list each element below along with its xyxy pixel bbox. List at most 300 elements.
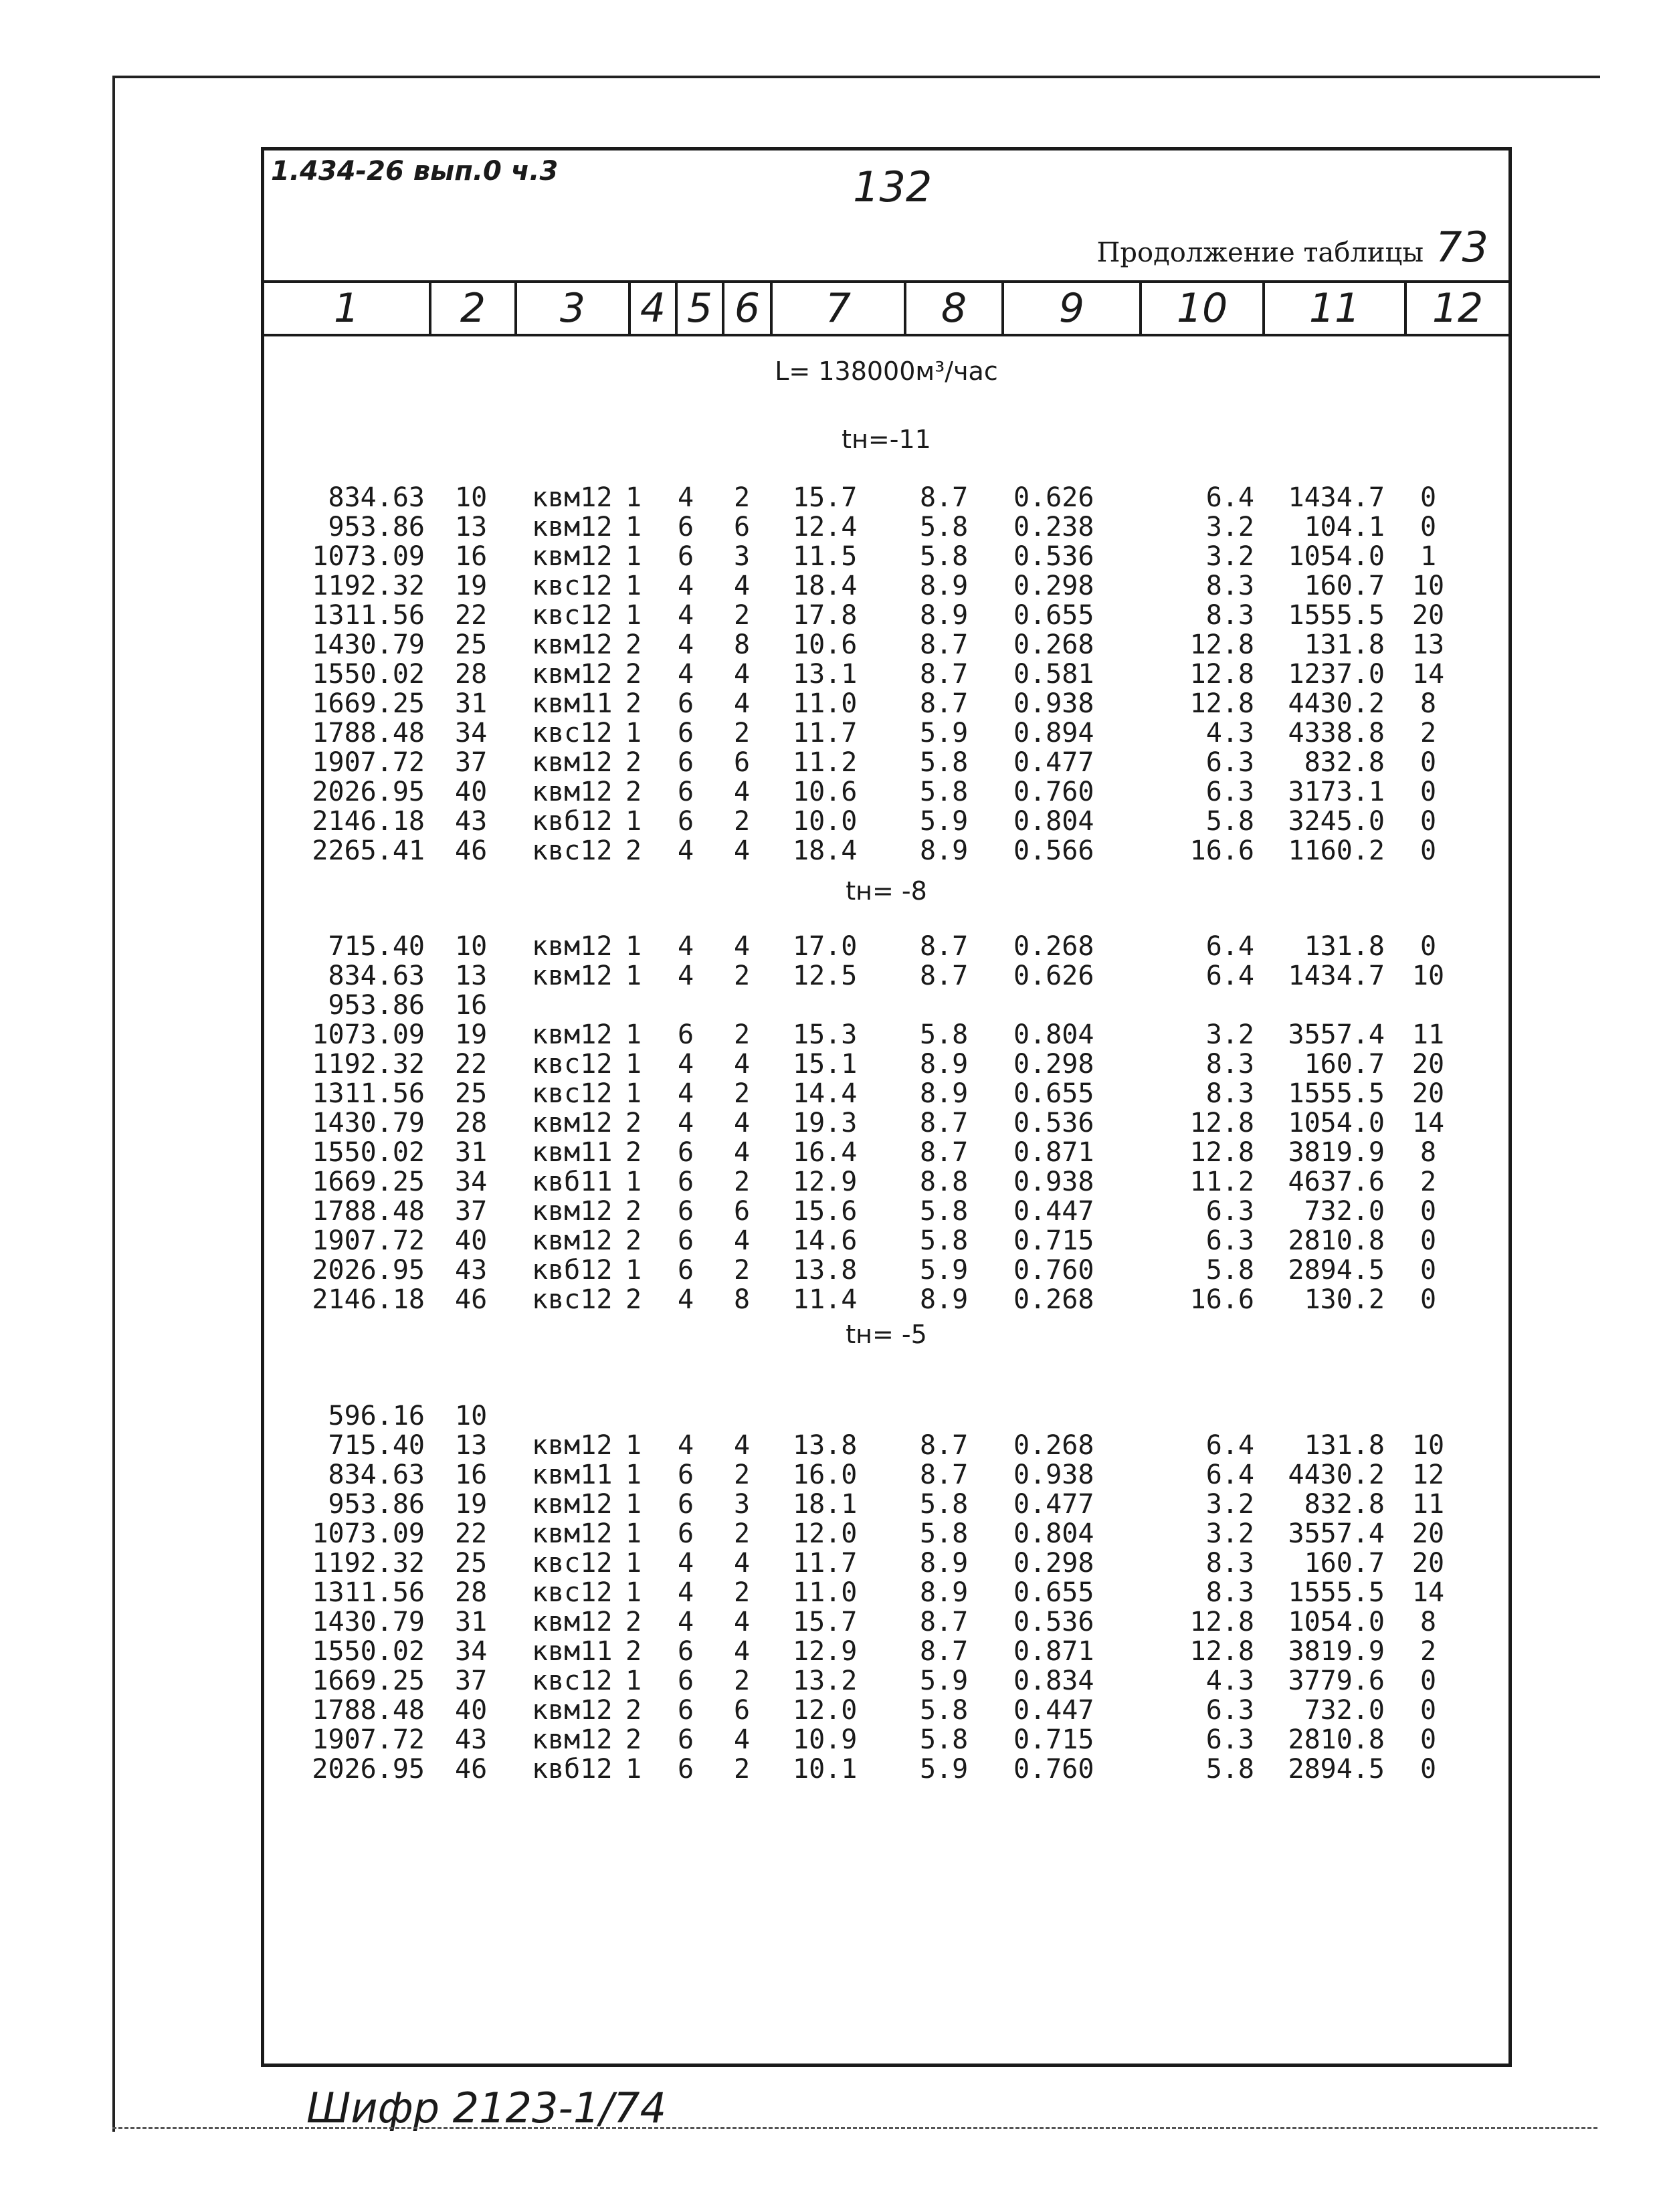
table-cell: 6 (678, 512, 694, 542)
table-cell: 1073.09 (312, 1019, 425, 1050)
table-cell: 1434.7 (1288, 961, 1385, 991)
table-cell: квм12 (532, 1607, 613, 1637)
table-cell: 2 (625, 629, 642, 660)
table-cell: 17.8 (793, 600, 858, 631)
table-cell: 2 (734, 1518, 751, 1549)
table-cell: 131.8 (1304, 931, 1385, 962)
table-row (264, 1226, 1508, 1255)
table-cell: 4 (678, 1430, 694, 1461)
table-cell: 1434.7 (1288, 482, 1385, 513)
table-cell: 0.566 (1013, 835, 1094, 866)
table-cell: 131.8 (1304, 1430, 1385, 1461)
table-cell: 130.2 (1304, 1284, 1385, 1315)
table-cell: 4 (734, 571, 751, 601)
table-cell: 16.4 (793, 1137, 858, 1168)
table-cell: 6 (678, 1460, 694, 1490)
table-cell: 12.0 (793, 1518, 858, 1549)
table-cell: 953.86 (328, 990, 425, 1021)
table-cell: 4 (678, 1284, 694, 1315)
table-cell: квм12 (532, 1108, 613, 1138)
table-cell: 4 (678, 1548, 694, 1579)
table-cell: 6.4 (1205, 961, 1254, 991)
table-cell: 1430.79 (312, 1607, 425, 1637)
table-cell: 2 (625, 688, 642, 719)
table-cell: квм12 (532, 482, 613, 513)
section-title: tн= -8 (846, 876, 927, 906)
table-cell: 715.40 (328, 1430, 425, 1461)
table-row (264, 991, 1508, 1020)
table-cell: 10.0 (793, 806, 858, 837)
table-cell: квм11 (532, 1137, 613, 1168)
table-cell: 6.4 (1205, 482, 1254, 513)
table-cell: 3.2 (1205, 1489, 1254, 1520)
table-cell: 5.8 (920, 512, 969, 542)
column-header: 7 (773, 283, 906, 334)
table-cell: 160.7 (1304, 571, 1385, 601)
table-cell: 4 (734, 1430, 751, 1461)
table-cell: 3779.6 (1288, 1666, 1385, 1696)
table-cell: 0.760 (1013, 1255, 1094, 1286)
table-cell: 2 (625, 835, 642, 866)
table-cell: 1669.25 (312, 1167, 425, 1197)
table-cell: 13 (455, 961, 488, 991)
bottom-rule (112, 2127, 1597, 2129)
column-header: 4 (631, 283, 678, 334)
table-cell: 12.5 (793, 961, 858, 991)
table-cell: 2 (625, 1196, 642, 1227)
table-cell: 0.804 (1013, 806, 1094, 837)
table-cell: 4 (678, 659, 694, 690)
table-cell: 6 (678, 1636, 694, 1667)
table-cell: 0 (1420, 777, 1437, 807)
table-cell: 1192.32 (312, 571, 425, 601)
table-cell: 4 (734, 1049, 751, 1080)
table-cell: 5.8 (920, 1724, 969, 1755)
table-cell: 8.9 (920, 600, 969, 631)
table-row (264, 1401, 1508, 1431)
table-cell: 1073.09 (312, 541, 425, 572)
table-cell: 2 (734, 806, 751, 837)
table-cell: 4 (678, 600, 694, 631)
table-cell: 0.871 (1013, 1636, 1094, 1667)
table-cell: 6.3 (1205, 1695, 1254, 1726)
table-cell: 4 (734, 1548, 751, 1579)
table-cell: 1 (625, 1754, 642, 1785)
table-row (264, 748, 1508, 777)
table-cell: 1 (625, 1518, 642, 1549)
table-cell: 4 (678, 931, 694, 962)
table-cell: 6 (678, 688, 694, 719)
table-cell: 2810.8 (1288, 1225, 1385, 1256)
table-cell: 16 (455, 1460, 488, 1490)
table-cell: 5.8 (920, 1489, 969, 1520)
table-cell: 0 (1420, 1225, 1437, 1256)
table-cell: 8.3 (1205, 1049, 1254, 1080)
table-cell: 12.8 (1189, 1636, 1254, 1667)
table-cell: 25 (455, 1548, 488, 1579)
table-row (264, 483, 1508, 512)
table-cell: 10 (1411, 961, 1445, 991)
table-cell: 8.9 (920, 835, 969, 866)
table-cell: квм12 (532, 541, 613, 572)
table-cell: 1669.25 (312, 688, 425, 719)
table-cell: 832.8 (1304, 747, 1385, 778)
table-cell: 2 (1420, 718, 1437, 748)
table-cell: 0.477 (1013, 747, 1094, 778)
table-cell: 2 (734, 718, 751, 748)
table-cell: квм12 (532, 512, 613, 542)
table-row (264, 1197, 1508, 1226)
table-cell: 6.4 (1205, 1460, 1254, 1490)
table-row (264, 512, 1508, 542)
table-cell: 2894.5 (1288, 1754, 1385, 1785)
table-cell: 0.536 (1013, 1607, 1094, 1637)
table-cell: 1430.79 (312, 1108, 425, 1138)
table-cell: 4 (678, 629, 694, 660)
table-cell: 1 (625, 1019, 642, 1050)
table-cell: 6 (678, 747, 694, 778)
table-cell: 6 (678, 1196, 694, 1227)
flow-rate-label: L= 138000м³/час (775, 357, 998, 386)
table-cell: 1 (625, 600, 642, 631)
table-cell: квм12 (532, 777, 613, 807)
table-cell: 1430.79 (312, 629, 425, 660)
table-cell: 4.3 (1205, 1666, 1254, 1696)
table-cell: 1311.56 (312, 600, 425, 631)
table-cell: 8.7 (920, 1430, 969, 1461)
table-cell: 1 (625, 1255, 642, 1286)
table-cell: квм12 (532, 1019, 613, 1050)
table-cell: 34 (455, 1636, 488, 1667)
table-cell: 0.298 (1013, 1049, 1094, 1080)
table-cell: 8.7 (920, 629, 969, 660)
table-cell: 4 (678, 1607, 694, 1637)
table-cell: 5.9 (920, 718, 969, 748)
table-cell: 0.477 (1013, 1489, 1094, 1520)
table-row (264, 601, 1508, 630)
column-header: 6 (724, 283, 773, 334)
table-cell: 12.9 (793, 1636, 858, 1667)
table-cell: 0 (1420, 482, 1437, 513)
table-cell: 1 (625, 718, 642, 748)
table-cell: 2 (734, 1460, 751, 1490)
table-cell: 8.9 (920, 1078, 969, 1109)
table-row (264, 1607, 1508, 1637)
table-cell: 6.3 (1205, 1196, 1254, 1227)
table-cell: 0 (1420, 512, 1437, 542)
table-cell: 160.7 (1304, 1548, 1385, 1579)
table-cell: квс12 (532, 600, 613, 631)
table-cell: 43 (455, 1255, 488, 1286)
table-cell: 2265.41 (312, 835, 425, 866)
table-cell: квм11 (532, 688, 613, 719)
table-cell: 20 (1411, 1518, 1445, 1549)
table-cell: 2 (625, 1284, 642, 1315)
table-cell: 1555.5 (1288, 1577, 1385, 1608)
table-cell: 11.7 (793, 718, 858, 748)
table-cell: 11.0 (793, 688, 858, 719)
table-cell: 1311.56 (312, 1577, 425, 1608)
table-cell: 1192.32 (312, 1049, 425, 1080)
table-cell: 10.6 (793, 629, 858, 660)
table-cell: 6 (678, 1167, 694, 1197)
table-cell: 43 (455, 1724, 488, 1755)
table-cell: квс12 (532, 571, 613, 601)
table-cell: 5.8 (1205, 1255, 1254, 1286)
table-cell: 3 (734, 541, 751, 572)
table-cell: 10 (1411, 571, 1445, 601)
table-cell: 25 (455, 629, 488, 660)
table-cell: 4 (678, 1108, 694, 1138)
table-cell: 0.626 (1013, 482, 1094, 513)
table-cell: 11 (1411, 1019, 1445, 1050)
table-cell: 1054.0 (1288, 1108, 1385, 1138)
table-cell: 37 (455, 1196, 488, 1227)
table-row (264, 1079, 1508, 1108)
table-cell: 2 (625, 659, 642, 690)
table-cell: 0.715 (1013, 1225, 1094, 1256)
table-cell: 3557.4 (1288, 1019, 1385, 1050)
table-cell: 17.0 (793, 931, 858, 962)
table-cell: 4 (678, 1049, 694, 1080)
column-header: 3 (517, 283, 631, 334)
table-cell: 0 (1420, 806, 1437, 837)
column-header-row (264, 283, 1508, 336)
column-header: 8 (906, 283, 1004, 334)
table-cell: 20 (1411, 1078, 1445, 1109)
table-cell: 20 (1411, 600, 1445, 631)
table-cell: 2 (734, 1167, 751, 1197)
table-cell: 1 (625, 1577, 642, 1608)
table-cell: 5.9 (920, 1255, 969, 1286)
table-cell: 5.9 (920, 806, 969, 837)
table-cell: 131.8 (1304, 629, 1385, 660)
table-cell: 8.3 (1205, 1577, 1254, 1608)
table-cell: 8.3 (1205, 571, 1254, 601)
table-cell: 0 (1420, 747, 1437, 778)
table-cell: 2 (734, 1078, 751, 1109)
table-cell: 11.0 (793, 1577, 858, 1608)
table-cell: 8.3 (1205, 1078, 1254, 1109)
table-cell: 1 (625, 1666, 642, 1696)
table-cell: 8.9 (920, 1049, 969, 1080)
table-cell: 16 (455, 990, 488, 1021)
table-row (264, 1637, 1508, 1666)
table-cell: 11.2 (793, 747, 858, 778)
table-cell: 4 (734, 1607, 751, 1637)
table-cell: 1 (625, 1078, 642, 1109)
table-cell: 12.0 (793, 1695, 858, 1726)
table-cell: 31 (455, 1607, 488, 1637)
table-cell: 6 (734, 1695, 751, 1726)
continuation-caption (1097, 223, 1488, 272)
table-cell: квм12 (532, 1489, 613, 1520)
table-cell: 832.8 (1304, 1489, 1385, 1520)
table-cell: 0.268 (1013, 1284, 1094, 1315)
table-cell: 0.536 (1013, 1108, 1094, 1138)
table-cell: 34 (455, 1167, 488, 1197)
table-cell: 22 (455, 1518, 488, 1549)
page-number: 132 (853, 163, 933, 211)
table-cell: 19 (455, 1019, 488, 1050)
table-cell: 953.86 (328, 1489, 425, 1520)
table-cell: 1788.48 (312, 1196, 425, 1227)
table-cell: 3.2 (1205, 512, 1254, 542)
table-cell: 13.8 (793, 1430, 858, 1461)
table-cell: квм12 (532, 629, 613, 660)
table-cell: 19 (455, 1489, 488, 1520)
table-cell: 10.6 (793, 777, 858, 807)
table-cell: 8.9 (920, 1284, 969, 1315)
table-cell: 2 (625, 1695, 642, 1726)
table-cell: 1 (625, 571, 642, 601)
table-cell: 0 (1420, 1754, 1437, 1785)
table-cell: 25 (455, 1078, 488, 1109)
table-cell: квс12 (532, 1284, 613, 1315)
table-cell: 2 (734, 1754, 751, 1785)
table-cell: 40 (455, 1225, 488, 1256)
table-cell: 0 (1420, 931, 1437, 962)
table-cell: 8.8 (920, 1167, 969, 1197)
table-cell: 6 (678, 1754, 694, 1785)
table-cell: 6 (678, 718, 694, 748)
table-cell: 13.2 (793, 1666, 858, 1696)
table-cell: 1550.02 (312, 659, 425, 690)
table-row (264, 1049, 1508, 1079)
table-cell: 8 (734, 1284, 751, 1315)
table-cell: 1054.0 (1288, 541, 1385, 572)
corner-note: 1.434-26 вып.0 ч.3 (271, 156, 559, 187)
table-cell: 3557.4 (1288, 1518, 1385, 1549)
table-cell: 46 (455, 1284, 488, 1315)
table-cell: 6 (678, 541, 694, 572)
table-cell: 2 (1420, 1636, 1437, 1667)
table-cell: 8.9 (920, 1548, 969, 1579)
table-cell: квм12 (532, 1196, 613, 1227)
table-cell: 2146.18 (312, 806, 425, 837)
table-row (264, 777, 1508, 807)
table-cell: 1 (625, 1460, 642, 1490)
table-cell: 15.7 (793, 1607, 858, 1637)
table-cell: 12.8 (1189, 1137, 1254, 1168)
table-cell: 6.3 (1205, 747, 1254, 778)
table-cell: 4430.2 (1288, 1460, 1385, 1490)
table-cell: 28 (455, 1108, 488, 1138)
table-cell: квм11 (532, 1636, 613, 1667)
table-cell: 5.8 (920, 1196, 969, 1227)
table-cell: 14.4 (793, 1078, 858, 1109)
table-cell: 715.40 (328, 931, 425, 962)
table-cell: 1 (625, 1430, 642, 1461)
table-cell: 0 (1420, 835, 1437, 866)
table-cell: 12.8 (1189, 629, 1254, 660)
table-cell: квс12 (532, 835, 613, 866)
table-cell: 4 (734, 1724, 751, 1755)
table-cell: 8.3 (1205, 1548, 1254, 1579)
table-cell: квб11 (532, 1167, 613, 1197)
table-cell: 2026.95 (312, 1754, 425, 1785)
table-cell: 40 (455, 1695, 488, 1726)
column-header: 10 (1142, 283, 1265, 334)
table-cell: 4 (734, 1137, 751, 1168)
table-cell: 6.4 (1205, 931, 1254, 962)
table-cell: 6 (678, 1137, 694, 1168)
table-cell: 8.7 (920, 482, 969, 513)
table-cell: 1550.02 (312, 1137, 425, 1168)
column-header: 5 (678, 283, 724, 334)
table-row (264, 630, 1508, 660)
table-cell: 2 (734, 1255, 751, 1286)
table-cell: 18.1 (793, 1489, 858, 1520)
table-row (264, 1548, 1508, 1578)
table-cell: квм12 (532, 1430, 613, 1461)
table-cell: 6 (678, 1666, 694, 1696)
table-row (264, 718, 1508, 748)
table-cell: 2894.5 (1288, 1255, 1385, 1286)
table-cell: 2 (625, 1137, 642, 1168)
table-row (264, 689, 1508, 718)
table-cell: 2810.8 (1288, 1724, 1385, 1755)
table-cell: 0.938 (1013, 1460, 1094, 1490)
table-cell: 15.3 (793, 1019, 858, 1050)
table-cell: 1 (625, 512, 642, 542)
table-cell: 11.7 (793, 1548, 858, 1579)
table-cell: 4 (734, 688, 751, 719)
table-cell: 12 (1411, 1460, 1445, 1490)
table-cell: 14 (1411, 659, 1445, 690)
table-cell: 10 (1411, 1430, 1445, 1461)
table-cell: 4 (734, 1636, 751, 1667)
table-cell: 13.1 (793, 659, 858, 690)
table-cell: 8 (1420, 688, 1437, 719)
table-cell: квб12 (532, 1754, 613, 1785)
table-cell: 2026.95 (312, 1255, 425, 1286)
table-cell: 6 (734, 747, 751, 778)
table-cell: 16.6 (1189, 835, 1254, 866)
table-cell: 596.16 (328, 1401, 425, 1431)
table-cell: 8 (1420, 1137, 1437, 1168)
table-cell: 3819.9 (1288, 1137, 1385, 1168)
table-cell: 12.8 (1189, 688, 1254, 719)
table-cell: 13 (1411, 629, 1445, 660)
table-cell: 834.63 (328, 1460, 425, 1490)
table-cell: 160.7 (1304, 1049, 1385, 1080)
table-cell: 4.3 (1205, 718, 1254, 748)
table-cell: 8.7 (920, 1108, 969, 1138)
table-cell: 10.1 (793, 1754, 858, 1785)
table-cell: 31 (455, 1137, 488, 1168)
table-cell: квм12 (532, 931, 613, 962)
table-cell: квс12 (532, 1666, 613, 1696)
table-cell: 5.9 (920, 1666, 969, 1696)
table-row (264, 1020, 1508, 1049)
table-cell: 0.871 (1013, 1137, 1094, 1168)
table-cell: 2 (734, 1577, 751, 1608)
table-cell: 5.8 (920, 1019, 969, 1050)
table-cell: 19 (455, 571, 488, 601)
table-row (264, 571, 1508, 601)
table-cell: 0.581 (1013, 659, 1094, 690)
table-row (264, 1490, 1508, 1519)
table-cell: 31 (455, 688, 488, 719)
table-row (264, 932, 1508, 961)
table-cell: 2 (625, 747, 642, 778)
table-cell: 0 (1420, 1196, 1437, 1227)
table-row (264, 1460, 1508, 1490)
table-cell: 1160.2 (1288, 835, 1385, 866)
table-cell: 16.0 (793, 1460, 858, 1490)
table-cell: 15.6 (793, 1196, 858, 1227)
